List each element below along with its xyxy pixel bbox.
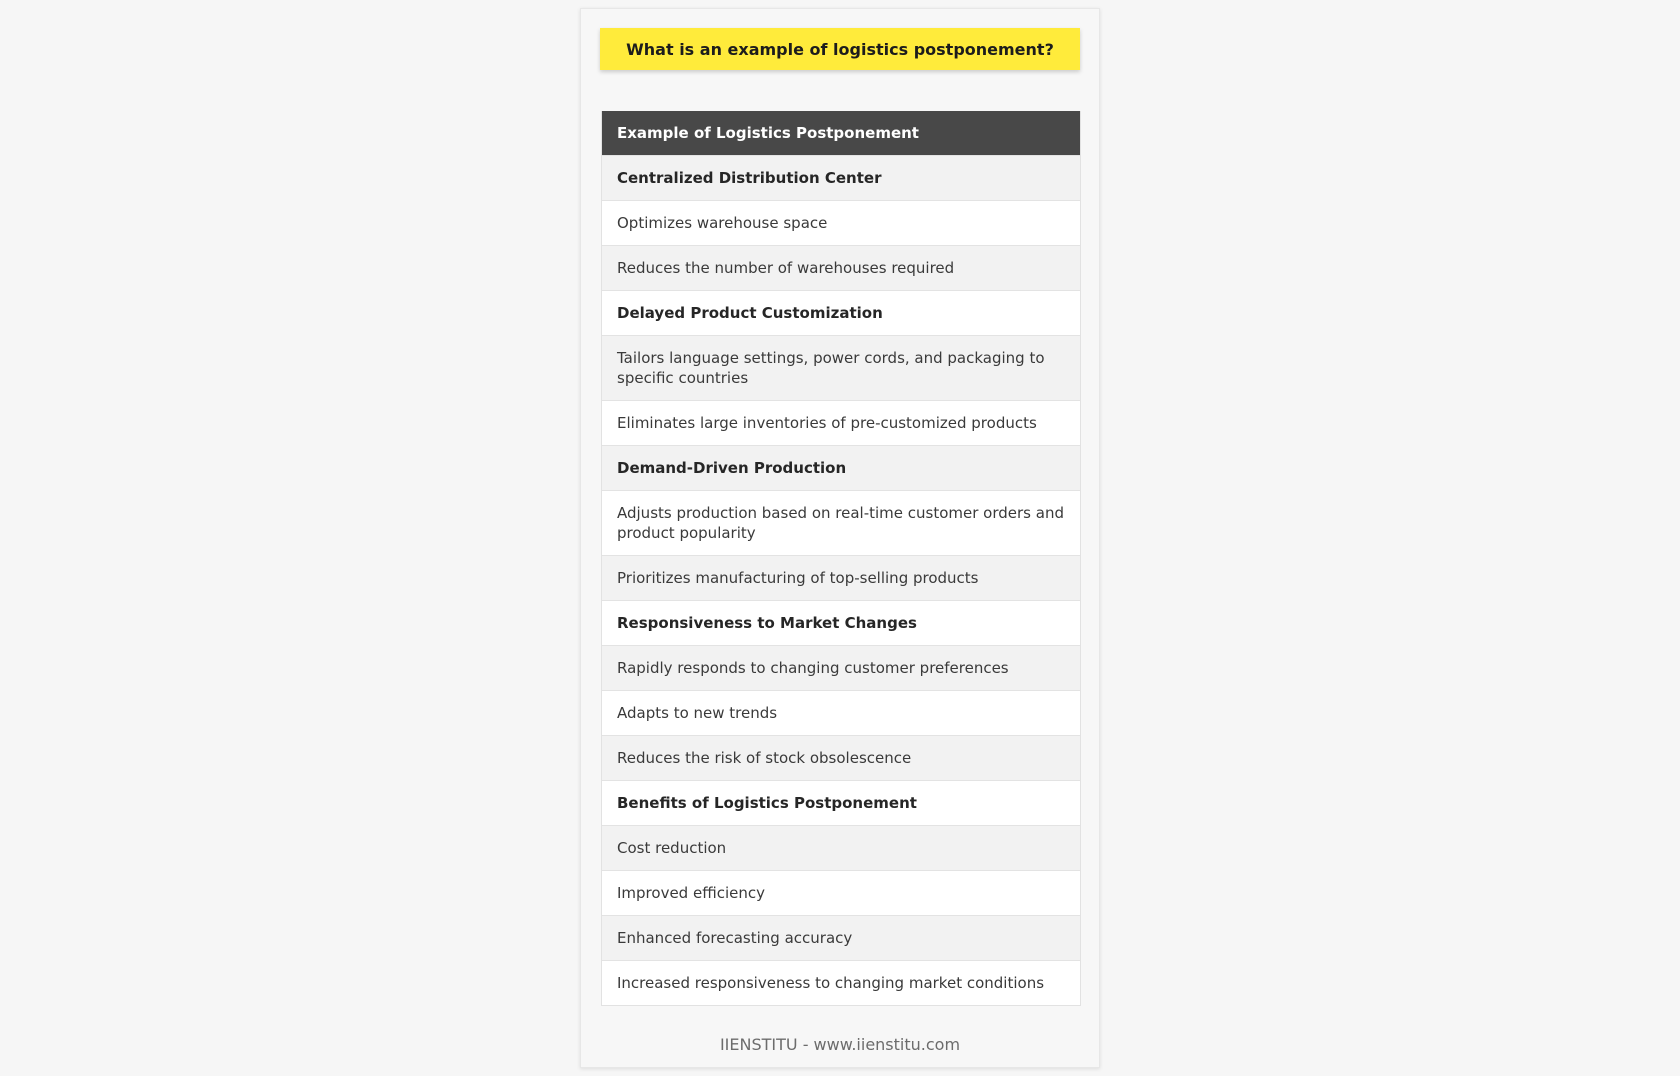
table-row: Optimizes warehouse space — [602, 200, 1080, 245]
table-row: Rapidly responds to changing customer preferences — [602, 645, 1080, 690]
table-row: Adjusts production based on real-time customer orders and product popularity — [602, 490, 1080, 555]
postponement-table — [601, 111, 1081, 1006]
table-row: Centralized Distribution Center — [602, 155, 1080, 200]
table-row: Responsiveness to Market Changes — [602, 600, 1080, 645]
content-card — [580, 8, 1100, 1068]
table-row: Tailors language settings, power cords, and packaging to specific countries — [602, 335, 1080, 400]
table-row: Benefits of Logistics Postponement — [602, 780, 1080, 825]
page-title: What is an example of logistics postponement? — [626, 39, 1054, 59]
table-row: Delayed Product Customization — [602, 290, 1080, 335]
footer-credit: IIENSTITU - www.iienstitu.com — [719, 1035, 961, 1054]
table-row: Enhanced forecasting accuracy — [602, 915, 1080, 960]
table-row: Prioritizes manufacturing of top-selling products — [602, 555, 1080, 600]
table-header: Example of Logistics Postponement — [602, 111, 1080, 155]
table-row: Cost reduction — [602, 825, 1080, 870]
title-banner — [600, 28, 1080, 70]
table-row: Reduces the number of warehouses required — [602, 245, 1080, 290]
table-row: Adapts to new trends — [602, 690, 1080, 735]
table-row: Reduces the risk of stock obsolescence — [602, 735, 1080, 780]
table-row: Increased responsiveness to changing market conditions — [602, 960, 1080, 1005]
table-row: Improved efficiency — [602, 870, 1080, 915]
table-row: Demand-Driven Production — [602, 445, 1080, 490]
table-row: Eliminates large inventories of pre-customized products — [602, 400, 1080, 445]
